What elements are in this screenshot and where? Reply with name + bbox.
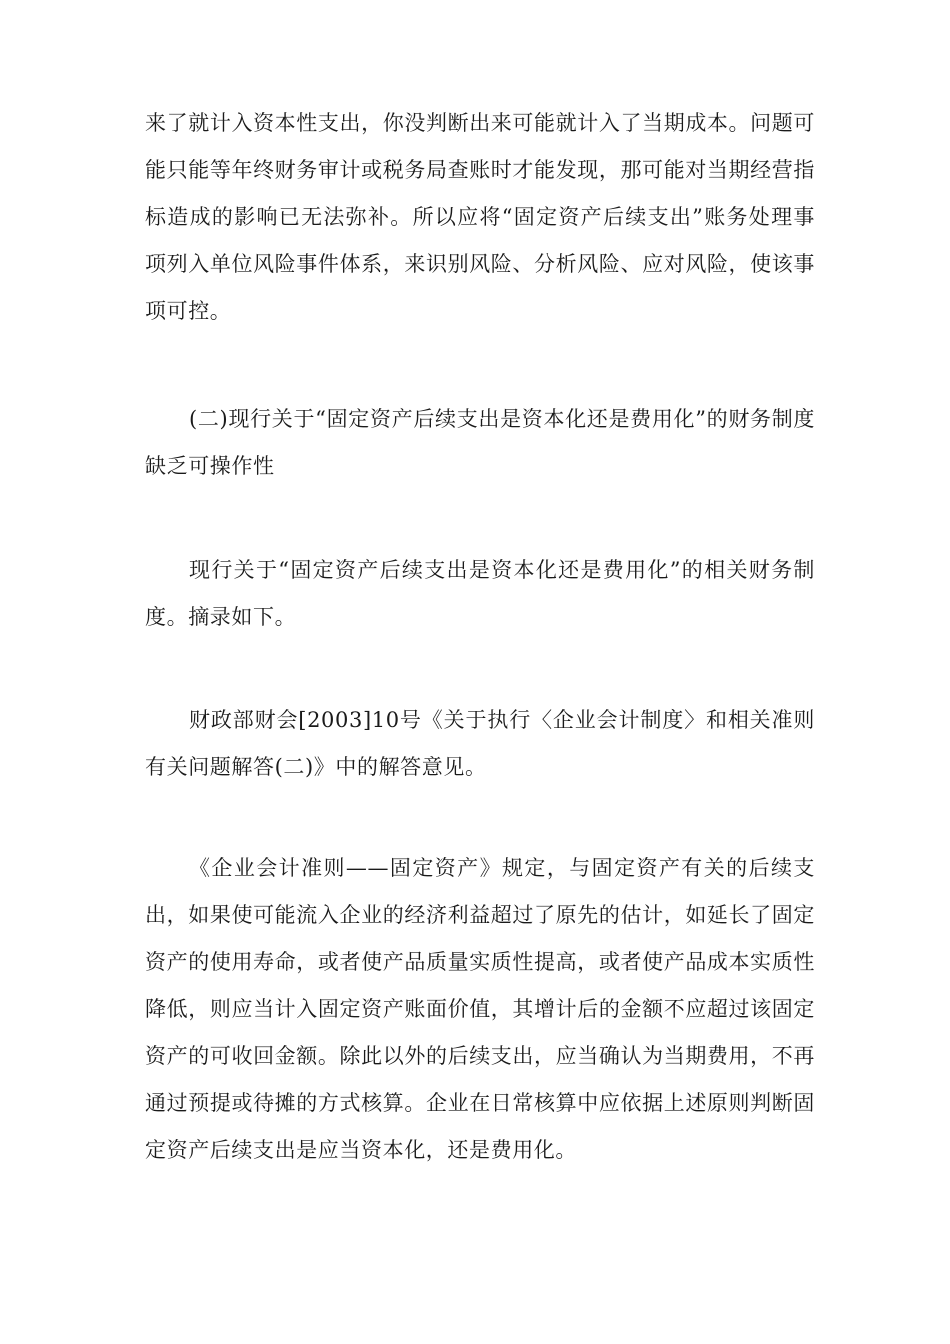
paragraph-intro: 现行关于“固定资产后续支出是资本化还是费用化”的相关财务制度。摘录如下。 xyxy=(145,558,815,629)
section-heading: (二)现行关于“固定资产后续支出是资本化还是费用化”的财务制度缺乏可操作性 xyxy=(145,407,815,478)
paragraph-source: 财政部财会[2003]10号《关于执行〈企业会计制度〉和相关准则有关问题解答(二)》中的解答意见。 xyxy=(145,708,815,779)
paragraph-continuation: 来了就计入资本性支出，你没判断出来可能就计入了当期成本。问题可能只能等年终财务审计或税务局查账时才能发现，那可能对当期经营指标造成的影响已无法弥补。所以应将“固定资产后续支出”账务处理事项列入单位风险事件体系，来识别风险、分析风险、应对风险，使该事项可控。 xyxy=(145,111,815,323)
paragraph-regulation: 《企业会计准则——固定资产》规定，与固定资产有关的后续支出，如果使可能流入企业的经济利益超过了原先的估计，如延长了固定资产的使用寿命，或者使产品质量实质性提高，或者使产品成本实质性降低，则应当计入固定资产账面价值，其增计后的金额不应超过该固定资产的可收回金额。除此以外的后续支出，应当确认为当期费用，不再通过预提或待摊的方式核算。企业在日常核算中应依据上述原则判断固定资产后续支出是应当资本化，还是费用化。 xyxy=(145,856,815,1162)
